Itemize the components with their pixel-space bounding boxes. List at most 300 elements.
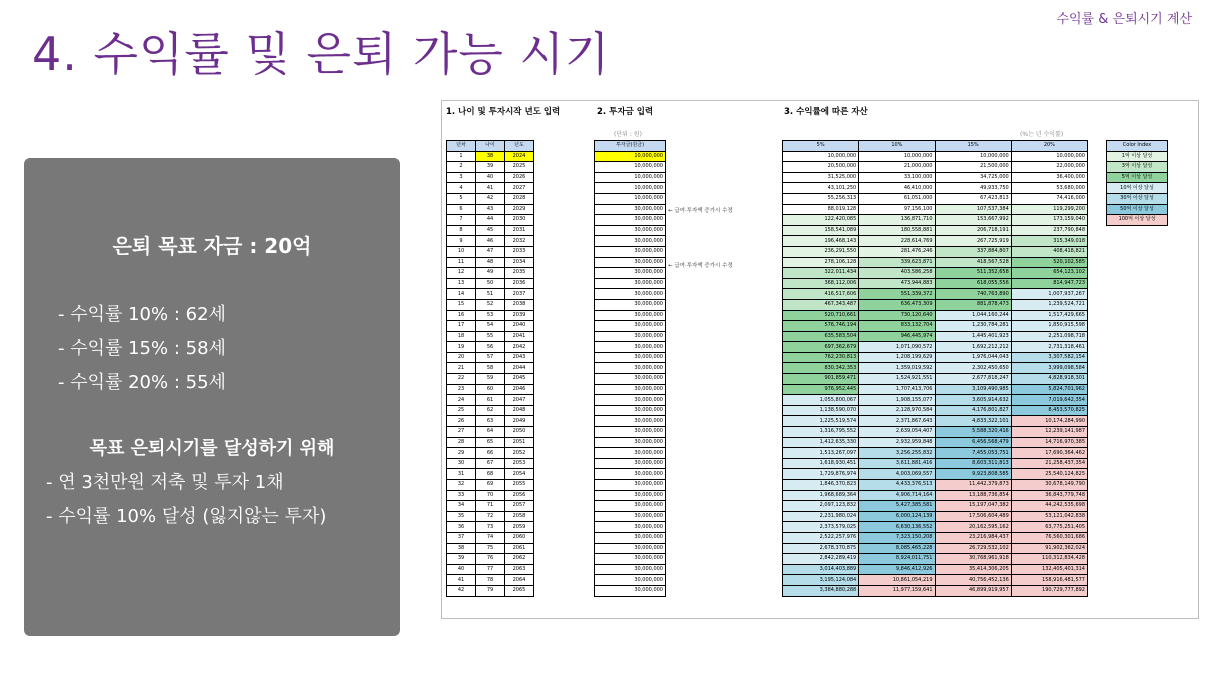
table-cell: 10,000,000 — [595, 193, 666, 204]
table-cell: 15,197,047,382 — [935, 501, 1011, 512]
table-cell: 30,000,000 — [595, 522, 666, 533]
table-cell: 2063 — [505, 564, 534, 575]
table-row — [595, 225, 666, 236]
table-cell: 55,256,313 — [783, 193, 859, 204]
table-cell: 88,019,128 — [783, 204, 859, 215]
table-cell: 1,239,524,721 — [1011, 299, 1087, 310]
table-row — [447, 554, 534, 565]
header-tag: 수익률 & 은퇴시기 계산 — [1056, 12, 1192, 27]
table-cell: 74,416,000 — [1011, 193, 1087, 204]
table-row — [447, 151, 534, 162]
table-cell: 1,692,212,212 — [935, 342, 1011, 353]
table-row — [447, 215, 534, 226]
table-cell: 10,000,000 — [859, 151, 935, 162]
table-row — [783, 416, 1088, 427]
table-cell: 132,405,401,314 — [1011, 564, 1087, 575]
table-row — [447, 299, 534, 310]
table-cell: 45 — [476, 225, 505, 236]
table-cell: 34 — [447, 501, 476, 512]
table-row — [447, 416, 534, 427]
table-cell: 1,908,155,077 — [859, 395, 935, 406]
legend-row — [1107, 172, 1168, 183]
table-cell: 368,112,006 — [783, 278, 859, 289]
table-cell: 2061 — [505, 543, 534, 554]
table-cell: 30,000,000 — [595, 204, 666, 215]
rate-10-item: - 수익률 10% : 62세 — [58, 304, 226, 325]
table-cell: 3,195,124,084 — [783, 575, 859, 586]
table-cell: 833,132,704 — [859, 321, 935, 332]
table-cell: 12,239,141,987 — [1011, 427, 1087, 438]
table-cell: 61,051,000 — [859, 193, 935, 204]
table-row — [595, 268, 666, 279]
table-cell: 30,000,000 — [595, 215, 666, 226]
table-row — [595, 543, 666, 554]
table-row — [595, 384, 666, 395]
table-cell: 48 — [476, 257, 505, 268]
table-cell: 36,843,779,748 — [1011, 490, 1087, 501]
table-cell: 7,323,150,208 — [859, 532, 935, 543]
legend-row — [1107, 141, 1168, 152]
table-cell: 8 — [447, 225, 476, 236]
table-row — [783, 310, 1088, 321]
table-cell: 2038 — [505, 299, 534, 310]
table-row — [783, 321, 1088, 332]
table-row — [595, 554, 666, 565]
table-cell: 1,316,795,552 — [783, 427, 859, 438]
table-cell: 30,000,000 — [595, 278, 666, 289]
page-title: 4. 수익률 및 은퇴 가능 시기 — [32, 27, 611, 81]
table-row — [595, 532, 666, 543]
table-row — [595, 458, 666, 469]
table-cell: 64 — [476, 427, 505, 438]
legend-item: Color Index — [1107, 141, 1168, 152]
table-cell: 77 — [476, 564, 505, 575]
table-cell: 2062 — [505, 554, 534, 565]
table-row — [595, 193, 666, 204]
table-cell: 6,630,136,552 — [859, 522, 935, 533]
table-cell: 10,861,054,219 — [859, 575, 935, 586]
legend-item: 100억 이상 달성 — [1107, 215, 1168, 226]
table-row — [595, 363, 666, 374]
table-cell: 58 — [476, 363, 505, 374]
table-row — [595, 183, 666, 194]
table-cell: 2033 — [505, 246, 534, 257]
table-cell: 21,258,437,354 — [1011, 458, 1087, 469]
table-cell: 337,884,807 — [935, 246, 1011, 257]
table-row — [783, 490, 1088, 501]
table-cell: 73 — [476, 522, 505, 533]
table-cell: 71 — [476, 501, 505, 512]
table-cell: 2,731,318,461 — [1011, 342, 1087, 353]
table-row — [447, 352, 534, 363]
table-cell: 976,952,445 — [783, 384, 859, 395]
table-cell: 2051 — [505, 437, 534, 448]
table-cell: 2,128,970,584 — [859, 405, 935, 416]
table-cell: 10,000,000 — [783, 151, 859, 162]
table-cell: 63,775,251,405 — [1011, 522, 1087, 533]
table-cell: 76,560,301,686 — [1011, 532, 1087, 543]
table-cell: 53,680,000 — [1011, 183, 1087, 194]
table-cell: 30,000,000 — [595, 310, 666, 321]
col-header: 15% — [935, 141, 1011, 152]
table-cell: 30,000,000 — [595, 469, 666, 480]
table-cell: 33,100,000 — [859, 172, 935, 183]
table-cell: 403,586,258 — [859, 268, 935, 279]
table-cell: 24 — [447, 395, 476, 406]
table-cell: 2025 — [505, 162, 534, 173]
table-cell: 1,846,370,823 — [783, 480, 859, 491]
table-cell: 20,500,000 — [783, 162, 859, 173]
table-cell: 30,000,000 — [595, 501, 666, 512]
table-cell: 2039 — [505, 310, 534, 321]
table-cell: 654,123,102 — [1011, 268, 1087, 279]
summary-panel — [24, 158, 400, 636]
table-cell: 2043 — [505, 352, 534, 363]
table-cell: 520,710,661 — [783, 310, 859, 321]
legend-item: 30억 이상 달성 — [1107, 193, 1168, 204]
table-cell: 28 — [447, 437, 476, 448]
table-cell: 9,846,412,926 — [859, 564, 935, 575]
table-row — [783, 299, 1088, 310]
table-cell: 30,000,000 — [595, 564, 666, 575]
table-cell: 13,188,736,854 — [935, 490, 1011, 501]
table-cell: 576,746,194 — [783, 321, 859, 332]
table-cell: 228,614,769 — [859, 236, 935, 247]
table-cell: 2065 — [505, 585, 534, 596]
table-cell: 38 — [476, 151, 505, 162]
table-row — [595, 257, 666, 268]
table-row — [595, 236, 666, 247]
table-cell: 30,000,000 — [595, 321, 666, 332]
table-row — [783, 151, 1088, 162]
table-cell: 7,455,053,751 — [935, 448, 1011, 459]
table-cell: 1,517,429,665 — [1011, 310, 1087, 321]
table-cell: 40 — [447, 564, 476, 575]
table-row — [595, 437, 666, 448]
table-cell: 2042 — [505, 342, 534, 353]
table-row — [447, 183, 534, 194]
table-cell: 20 — [447, 352, 476, 363]
table-cell: 30,000,000 — [595, 405, 666, 416]
table-cell: 30,000,000 — [595, 448, 666, 459]
table-cell: 4,906,714,164 — [859, 490, 935, 501]
table-cell: 281,476,246 — [859, 246, 935, 257]
age-table — [446, 140, 534, 597]
table-cell: 278,106,128 — [783, 257, 859, 268]
table-cell: 2,932,959,848 — [859, 437, 935, 448]
table-cell: 67 — [476, 458, 505, 469]
table-row — [595, 310, 666, 321]
table-cell: 30,000,000 — [595, 246, 666, 257]
table-cell: 830,342,353 — [783, 363, 859, 374]
table-cell: 30,000,000 — [595, 490, 666, 501]
table-cell: 68 — [476, 469, 505, 480]
table-cell: 2031 — [505, 225, 534, 236]
unit-note: (단위 : 원) — [614, 131, 642, 138]
strategy-title: 목표 은퇴시기를 달성하기 위해 — [89, 438, 335, 459]
table-cell: 2047 — [505, 395, 534, 406]
table-cell: 2055 — [505, 480, 534, 491]
table-cell: 46 — [476, 236, 505, 247]
table-cell: 20,162,595,162 — [935, 522, 1011, 533]
table-cell: 1,055,800,067 — [783, 395, 859, 406]
table-cell: 4,433,376,513 — [859, 480, 935, 491]
table-row — [447, 342, 534, 353]
table-cell: 2048 — [505, 405, 534, 416]
table-cell: 10,000,000 — [1011, 151, 1087, 162]
table-row — [783, 162, 1088, 173]
table-cell: 29 — [447, 448, 476, 459]
table-cell: 17 — [447, 321, 476, 332]
table-cell: 30,678,149,790 — [1011, 480, 1087, 491]
legend-item: 1억 이상 달성 — [1107, 151, 1168, 162]
table-cell: 946,445,974 — [859, 331, 935, 342]
table-cell: 110,312,834,428 — [1011, 554, 1087, 565]
table-row — [595, 405, 666, 416]
table-cell: 4,003,069,557 — [859, 469, 935, 480]
table-cell: 730,120,640 — [859, 310, 935, 321]
table-cell: 636,473,309 — [859, 299, 935, 310]
table-row — [447, 532, 534, 543]
table-cell: 267,725,919 — [935, 236, 1011, 247]
table-cell: 23,216,984,437 — [935, 532, 1011, 543]
table-cell: 206,718,191 — [935, 225, 1011, 236]
table-cell: 2,373,579,025 — [783, 522, 859, 533]
table-cell: 2035 — [505, 268, 534, 279]
table-cell: 153,667,992 — [935, 215, 1011, 226]
table-cell: 6,456,568,479 — [935, 437, 1011, 448]
table-row — [595, 374, 666, 385]
table-cell: 3,014,403,889 — [783, 564, 859, 575]
table-cell: 54 — [476, 321, 505, 332]
table-row — [783, 278, 1088, 289]
table-cell: 30,000,000 — [595, 575, 666, 586]
table-cell: 14,716,970,385 — [1011, 437, 1087, 448]
table-cell: 30,000,000 — [595, 554, 666, 565]
table-row — [595, 522, 666, 533]
table-cell: 6 — [447, 204, 476, 215]
spreadsheet-image — [441, 100, 1199, 619]
table-cell: 30,000,000 — [595, 384, 666, 395]
table-cell: 53 — [476, 310, 505, 321]
table-cell: 8,085,465,228 — [859, 543, 935, 554]
table-cell: 2060 — [505, 532, 534, 543]
table-cell: 3,384,880,288 — [783, 585, 859, 596]
table-cell: 3,999,098,584 — [1011, 363, 1087, 374]
table-cell: 2 — [447, 162, 476, 173]
table-cell: 66 — [476, 448, 505, 459]
table-cell: 35 — [447, 511, 476, 522]
table-cell: 158,541,089 — [783, 225, 859, 236]
rate-20-item: - 수익률 20% : 55세 — [58, 372, 226, 393]
table-cell: 236,291,550 — [783, 246, 859, 257]
table-row — [447, 172, 534, 183]
table-cell: 91,902,362,024 — [1011, 543, 1087, 554]
table-cell: 8,453,570,825 — [1011, 405, 1087, 416]
table-cell: 30,000,000 — [595, 289, 666, 300]
table-cell: 1,225,519,574 — [783, 416, 859, 427]
table-cell: 30,000,000 — [595, 532, 666, 543]
table-cell: 814,947,723 — [1011, 278, 1087, 289]
legend-row — [1107, 183, 1168, 194]
table-cell: 2,302,450,650 — [935, 363, 1011, 374]
table-cell: 2041 — [505, 331, 534, 342]
table-cell: 41 — [476, 183, 505, 194]
table-row — [447, 246, 534, 257]
table-cell: 10,000,000 — [595, 183, 666, 194]
table-row — [447, 437, 534, 448]
table-row — [595, 289, 666, 300]
table-cell: 10,174,284,990 — [1011, 416, 1087, 427]
col-header: 나이 — [476, 141, 505, 152]
table-cell: 7 — [447, 215, 476, 226]
table-cell: 5 — [447, 193, 476, 204]
table-cell: 12 — [447, 268, 476, 279]
table-row — [447, 480, 534, 491]
color-legend — [1106, 140, 1168, 226]
annotation-note: ← 급여·투자액 증가시 수정 — [668, 208, 733, 214]
table-row — [595, 395, 666, 406]
legend-row — [1107, 151, 1168, 162]
table-cell: 11 — [447, 257, 476, 268]
table-cell: 27 — [447, 427, 476, 438]
table-cell: 23 — [447, 384, 476, 395]
table-cell: 10,000,000 — [935, 151, 1011, 162]
table-cell: 173,159,040 — [1011, 215, 1087, 226]
table-cell: 36 — [447, 522, 476, 533]
table-cell: 2030 — [505, 215, 534, 226]
table-cell: 30,000,000 — [595, 352, 666, 363]
table-cell: 2024 — [505, 151, 534, 162]
table-cell: 10,000,000 — [595, 151, 666, 162]
table-cell: 62 — [476, 405, 505, 416]
table-cell: 2,522,257,976 — [783, 532, 859, 543]
table-row — [595, 299, 666, 310]
table-cell: 237,790,848 — [1011, 225, 1087, 236]
table-row — [783, 501, 1088, 512]
table-cell: 2053 — [505, 458, 534, 469]
table-cell: 2052 — [505, 448, 534, 459]
table-cell: 1,208,199,629 — [859, 352, 935, 363]
table-cell: 30,000,000 — [595, 342, 666, 353]
table-cell: 40 — [476, 172, 505, 183]
table-cell: 31,525,000 — [783, 172, 859, 183]
table-row — [783, 585, 1088, 596]
table-cell: 2064 — [505, 575, 534, 586]
table-cell: 22,000,000 — [1011, 162, 1087, 173]
table-cell: 9 — [447, 236, 476, 247]
table-row — [447, 321, 534, 332]
table-cell: 1,071,090,572 — [859, 342, 935, 353]
rate-15-item: - 수익률 15% : 58세 — [58, 338, 226, 359]
table-cell: 511,352,658 — [935, 268, 1011, 279]
section-title-assets: 3. 수익률에 따른 자산 — [784, 107, 868, 117]
table-row — [595, 501, 666, 512]
table-row — [447, 193, 534, 204]
table-cell: 21,000,000 — [859, 162, 935, 173]
table-cell: 2026 — [505, 172, 534, 183]
legend-row — [1107, 215, 1168, 226]
table-row — [447, 501, 534, 512]
table-cell: 107,537,384 — [935, 204, 1011, 215]
table-row — [783, 193, 1088, 204]
table-cell: 61 — [476, 395, 505, 406]
table-cell: 10 — [447, 246, 476, 257]
table-cell: 30,000,000 — [595, 416, 666, 427]
table-cell: 39 — [476, 162, 505, 173]
table-cell: 10,000,000 — [595, 162, 666, 173]
table-row — [447, 278, 534, 289]
table-cell: 1,524,921,551 — [859, 374, 935, 385]
action-item-savings: - 연 3천만원 저축 및 투자 1채 — [46, 472, 284, 493]
table-row — [595, 564, 666, 575]
table-row — [595, 575, 666, 586]
table-cell: 1,707,413,706 — [859, 384, 935, 395]
section-title-invest: 2. 투자금 입력 — [597, 107, 654, 117]
table-cell: 38 — [447, 543, 476, 554]
table-cell: 740,763,890 — [935, 289, 1011, 300]
table-row — [447, 564, 534, 575]
table-row — [783, 289, 1088, 300]
table-cell: 1,412,635,330 — [783, 437, 859, 448]
table-cell: 196,468,143 — [783, 236, 859, 247]
table-cell: 8,924,011,751 — [859, 554, 935, 565]
table-cell: 30,000,000 — [595, 511, 666, 522]
table-cell: 40,756,452,136 — [935, 575, 1011, 586]
table-cell: 2045 — [505, 374, 534, 385]
table-cell: 44,242,535,698 — [1011, 501, 1087, 512]
table-row — [447, 458, 534, 469]
legend-row — [1107, 162, 1168, 173]
table-cell: 4,176,801,827 — [935, 405, 1011, 416]
table-cell: 418,567,528 — [935, 257, 1011, 268]
table-cell: 30,000,000 — [595, 331, 666, 342]
table-cell: 2054 — [505, 469, 534, 480]
col-header: 년도 — [505, 141, 534, 152]
table-cell: 11,442,379,873 — [935, 480, 1011, 491]
asset-table — [782, 140, 1088, 597]
table-cell: 2032 — [505, 236, 534, 247]
table-cell: 2044 — [505, 363, 534, 374]
table-cell: 2036 — [505, 278, 534, 289]
table-cell: 158,916,481,577 — [1011, 575, 1087, 586]
table-cell: 315,349,018 — [1011, 236, 1087, 247]
table-cell: 2057 — [505, 501, 534, 512]
table-cell: 14 — [447, 289, 476, 300]
table-cell: 551,339,372 — [859, 289, 935, 300]
table-cell: 72 — [476, 511, 505, 522]
table-row — [595, 278, 666, 289]
table-row — [595, 416, 666, 427]
table-row — [595, 151, 666, 162]
table-cell: 2,678,370,875 — [783, 543, 859, 554]
table-cell: 1,230,784,281 — [935, 321, 1011, 332]
table-cell: 31 — [447, 469, 476, 480]
table-cell: 57 — [476, 352, 505, 363]
table-cell: 15 — [447, 299, 476, 310]
table-cell: 4,828,918,301 — [1011, 374, 1087, 385]
table-cell: 1,729,876,974 — [783, 469, 859, 480]
table-cell: 1,976,044,043 — [935, 352, 1011, 363]
table-row — [447, 384, 534, 395]
table-cell: 21 — [447, 363, 476, 374]
table-cell: 63 — [476, 416, 505, 427]
table-cell: 30,000,000 — [595, 458, 666, 469]
table-row — [783, 172, 1088, 183]
table-row — [783, 511, 1088, 522]
table-row — [783, 405, 1088, 416]
table-cell: 1,359,019,592 — [859, 363, 935, 374]
